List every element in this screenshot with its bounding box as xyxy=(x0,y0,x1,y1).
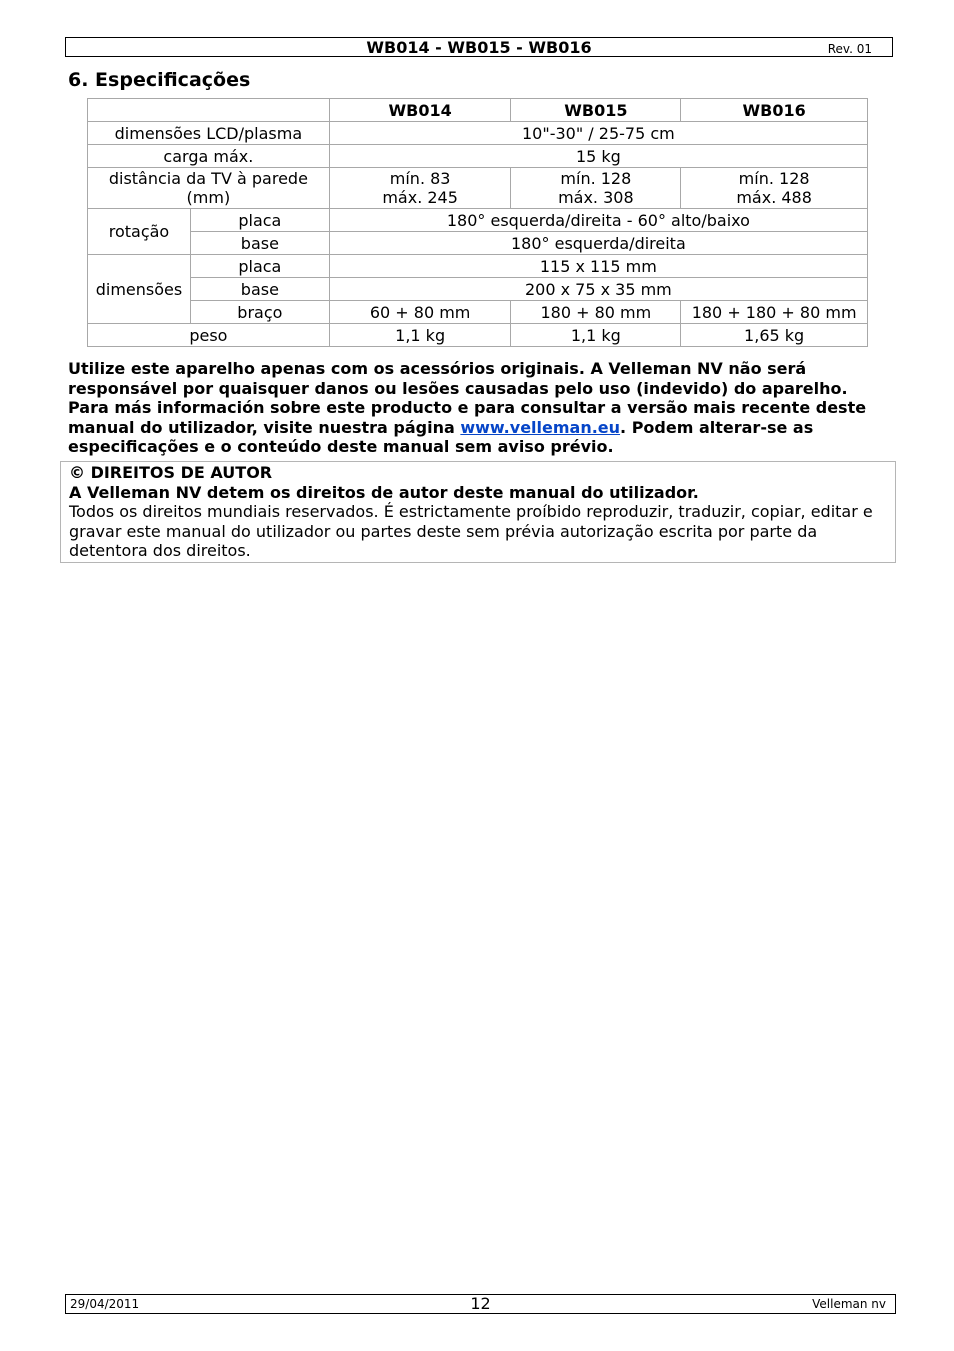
table-row xyxy=(88,255,868,278)
dim-arm-label: braço xyxy=(190,301,329,324)
distance-value-wb016: mín. 128 máx. 488 xyxy=(681,168,868,209)
dim-plate-value: 115 x 115 mm xyxy=(329,255,867,278)
load-value: 15 kg xyxy=(329,145,867,168)
dim-plate-label: placa xyxy=(190,255,329,278)
header-cell-empty xyxy=(88,99,330,122)
dim-base-label: base xyxy=(190,278,329,301)
rotation-base-value: 180° esquerda/direita xyxy=(329,232,867,255)
header-cell-wb016: WB016 xyxy=(681,99,868,122)
notice-text-end: . Podem alterar-se as especificações e o conteúdo deste manual sem aviso prévio. xyxy=(68,417,814,456)
rotation-label: rotação xyxy=(88,209,191,255)
dim-arm-value-wb015: 180 + 80 mm xyxy=(511,301,681,324)
lcd-value: 10"-30" / 25-75 cm xyxy=(329,122,867,145)
table-row xyxy=(88,232,868,255)
notice-text-start: Utilize este aparelho apenas com os acessórios originais. A Velleman NV não será responsável por quaisquer danos ou lesões causadas pelo uso (indevido) do aparelho. Para más información sobre este producto e para consultar a versão mais recente deste manual do utilizador, visite nuestra página xyxy=(68,359,867,437)
table-row xyxy=(88,145,868,168)
header-revision: Rev. 01 xyxy=(827,42,872,56)
specifications-table xyxy=(87,98,868,347)
page-header xyxy=(65,37,893,57)
dim-arm-value-wb016: 180 + 180 + 80 mm xyxy=(681,301,868,324)
usage-notice xyxy=(68,359,888,457)
rotation-plate-value: 180° esquerda/direita - 60° alto/baixo xyxy=(329,209,867,232)
table-row xyxy=(88,122,868,145)
table-row xyxy=(88,278,868,301)
distance-label: distância da TV à parede (mm) xyxy=(88,168,330,209)
header-cell-wb014: WB014 xyxy=(329,99,511,122)
table-row xyxy=(88,324,868,347)
dim-arm-value-wb014: 60 + 80 mm xyxy=(329,301,511,324)
copyright-box xyxy=(60,461,896,563)
weight-value-wb015: 1,1 kg xyxy=(511,324,681,347)
footer-page-number: 12 xyxy=(470,1294,491,1313)
table-header-row xyxy=(88,99,868,122)
weight-value-wb016: 1,65 kg xyxy=(681,324,868,347)
table-row xyxy=(88,209,868,232)
header-cell-wb015: WB015 xyxy=(511,99,681,122)
section-title: 6. Especificações xyxy=(68,69,251,91)
footer-date: 29/04/2011 xyxy=(70,1297,140,1311)
footer-company: Velleman nv xyxy=(812,1297,886,1311)
rotation-base-label: base xyxy=(190,232,329,255)
lcd-label: dimensões LCD/plasma xyxy=(88,122,330,145)
copyright-body: Todos os direitos mundiais reservados. É estrictamente proíbido reproduzir, traduzir, copiar, editar e gravar este manual do utilizador ou partes deste sem prévia autorização escrita por parte da detentora dos direitos. xyxy=(69,502,873,560)
weight-value-wb014: 1,1 kg xyxy=(329,324,511,347)
distance-value-wb015: mín. 128 máx. 308 xyxy=(511,168,681,209)
load-label: carga máx. xyxy=(88,145,330,168)
copyright-subheading: A Velleman NV detem os direitos de autor deste manual do utilizador. xyxy=(69,482,699,502)
dim-base-value: 200 x 75 x 35 mm xyxy=(329,278,867,301)
table-row xyxy=(88,168,868,209)
table-row xyxy=(88,301,868,324)
weight-label: peso xyxy=(88,324,330,347)
dimensions-label: dimensões xyxy=(88,255,191,324)
distance-value-wb014: mín. 83 máx. 245 xyxy=(329,168,511,209)
header-models: WB014 - WB015 - WB016 xyxy=(366,38,592,57)
copyright-heading: © DIREITOS DE AUTOR xyxy=(69,463,273,482)
rotation-plate-label: placa xyxy=(190,209,329,232)
page-footer xyxy=(65,1294,896,1314)
velleman-website-link[interactable]: www.velleman.eu xyxy=(460,417,621,437)
